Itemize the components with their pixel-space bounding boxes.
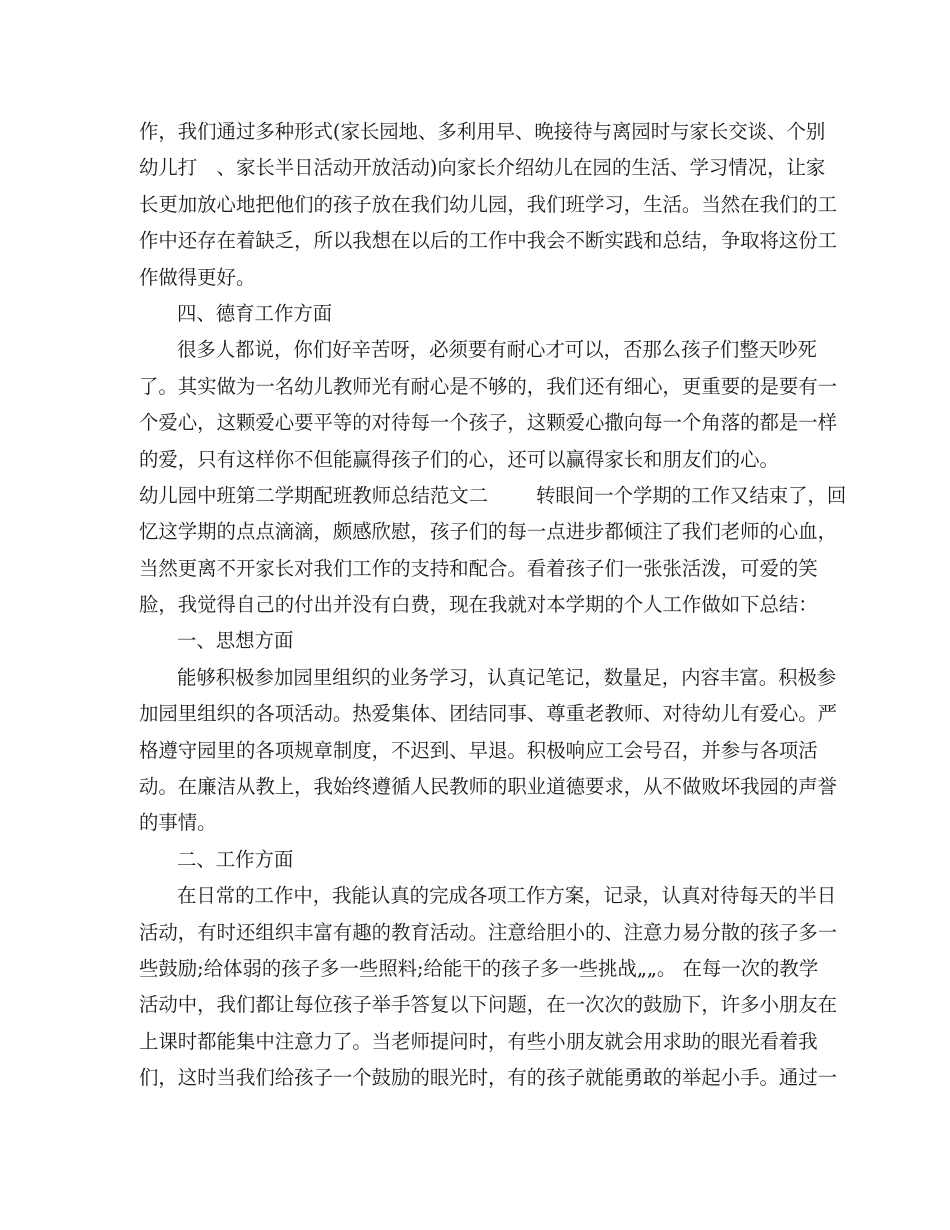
text-line: 些鼓励;给体弱的孩子多一些照料;给能干的孩子多一些挑战„„。 在每一次的教学 <box>139 956 819 980</box>
text-line: 格遵守园里的各项规章制度，不迟到、早退。积极响应工会号召，并参与各项活 <box>139 738 818 762</box>
text-line: 个爱心，这颗爱心要平等的对待每一个孩子，这颗爱心撒向每一个角落的都是一样 <box>139 411 838 435</box>
text-line: 幼儿打 、家长半日活动开放活动)向家长介绍幼儿在园的生活、学习情况，让家 <box>139 156 826 180</box>
text-line: 动。在廉洁从教上，我始终遵循人民教师的职业道德要求，从不做败坏我园的声誉 <box>139 775 838 799</box>
text-line: 作做得更好。 <box>139 265 256 289</box>
text-line: 的爱，只有这样你不但能赢得孩子们的心，还可以赢得家长和朋友们的心。 <box>139 447 779 471</box>
text-line: 作中还存在着缺乏，所以我想在以后的工作中我会不断实践和总结，争取将这份工 <box>139 229 838 253</box>
text-line: 忆这学期的点点滴滴，颇感欣慰，孩子们的每一点进步都倾注了我们老师的心血， <box>139 520 838 544</box>
text-line: 当然更离不开家长对我们工作的支持和配合。看着孩子们一张张活泼，可爱的笑 <box>139 556 818 580</box>
article-intro: 转眼间一个学期的工作又结束了，回 <box>536 483 847 507</box>
text-line-with-title <box>139 478 847 514</box>
section-heading: 四、德育工作方面 <box>177 301 333 325</box>
text-line: 们，这时当我们给孩子一个鼓励的眼光时，有的孩子就能勇敢的举起小手。通过一 <box>139 1066 838 1090</box>
text-line: 作，我们通过多种形式(家长园地、多利用早、晚接待与离园时与家长交谈、个别 <box>139 120 826 143</box>
section-heading: 一、思想方面 <box>177 629 294 653</box>
text-line: 加园里组织的各项活动。热爱集体、团结同事、尊重老教师、对待幼儿有爱心。严 <box>139 702 838 726</box>
text-line: 的事情。 <box>139 811 217 835</box>
text-line: 很多人都说，你们好辛苦呀，必须要有耐心才可以，否那么孩子们整天吵死 <box>177 338 817 362</box>
text-line: 脸，我觉得自己的付出并没有白费，现在我就对本学期的个人工作做如下总结： <box>139 593 818 617</box>
text-line: 长更加放心地把他们的孩子放在我们幼儿园，我们班学习，生活。当然在我们的工 <box>139 192 838 216</box>
section-heading: 二、工作方面 <box>177 847 294 871</box>
text-line: 在日常的工作中，我能认真的完成各项工作方案，记录，认真对待每天的半日 <box>177 884 837 908</box>
article-title: 幼儿园中班第二学期配班教师总结范文二 <box>139 483 489 507</box>
text-line: 活动，有时还组织丰富有趣的教育活动。注意给胆小的、注意力易分散的孩子多一 <box>139 920 838 944</box>
text-line: 活动中，我们都让每位孩子举手答复以下问题，在一次次的鼓励下，许多小朋友在 <box>139 993 838 1017</box>
text-line: 能够积极参加园里组织的业务学习，认真记笔记，数量足，内容丰富。积极参 <box>177 665 837 689</box>
document-page <box>139 114 847 1097</box>
text-line: 了。其实做为一名幼儿教师光有耐心是不够的，我们还有细心，更重要的是要有一 <box>139 374 838 398</box>
text-line: 上课时都能集中注意力了。当老师提问时，有些小朋友就会用求助的眼光看着我 <box>139 1029 818 1053</box>
